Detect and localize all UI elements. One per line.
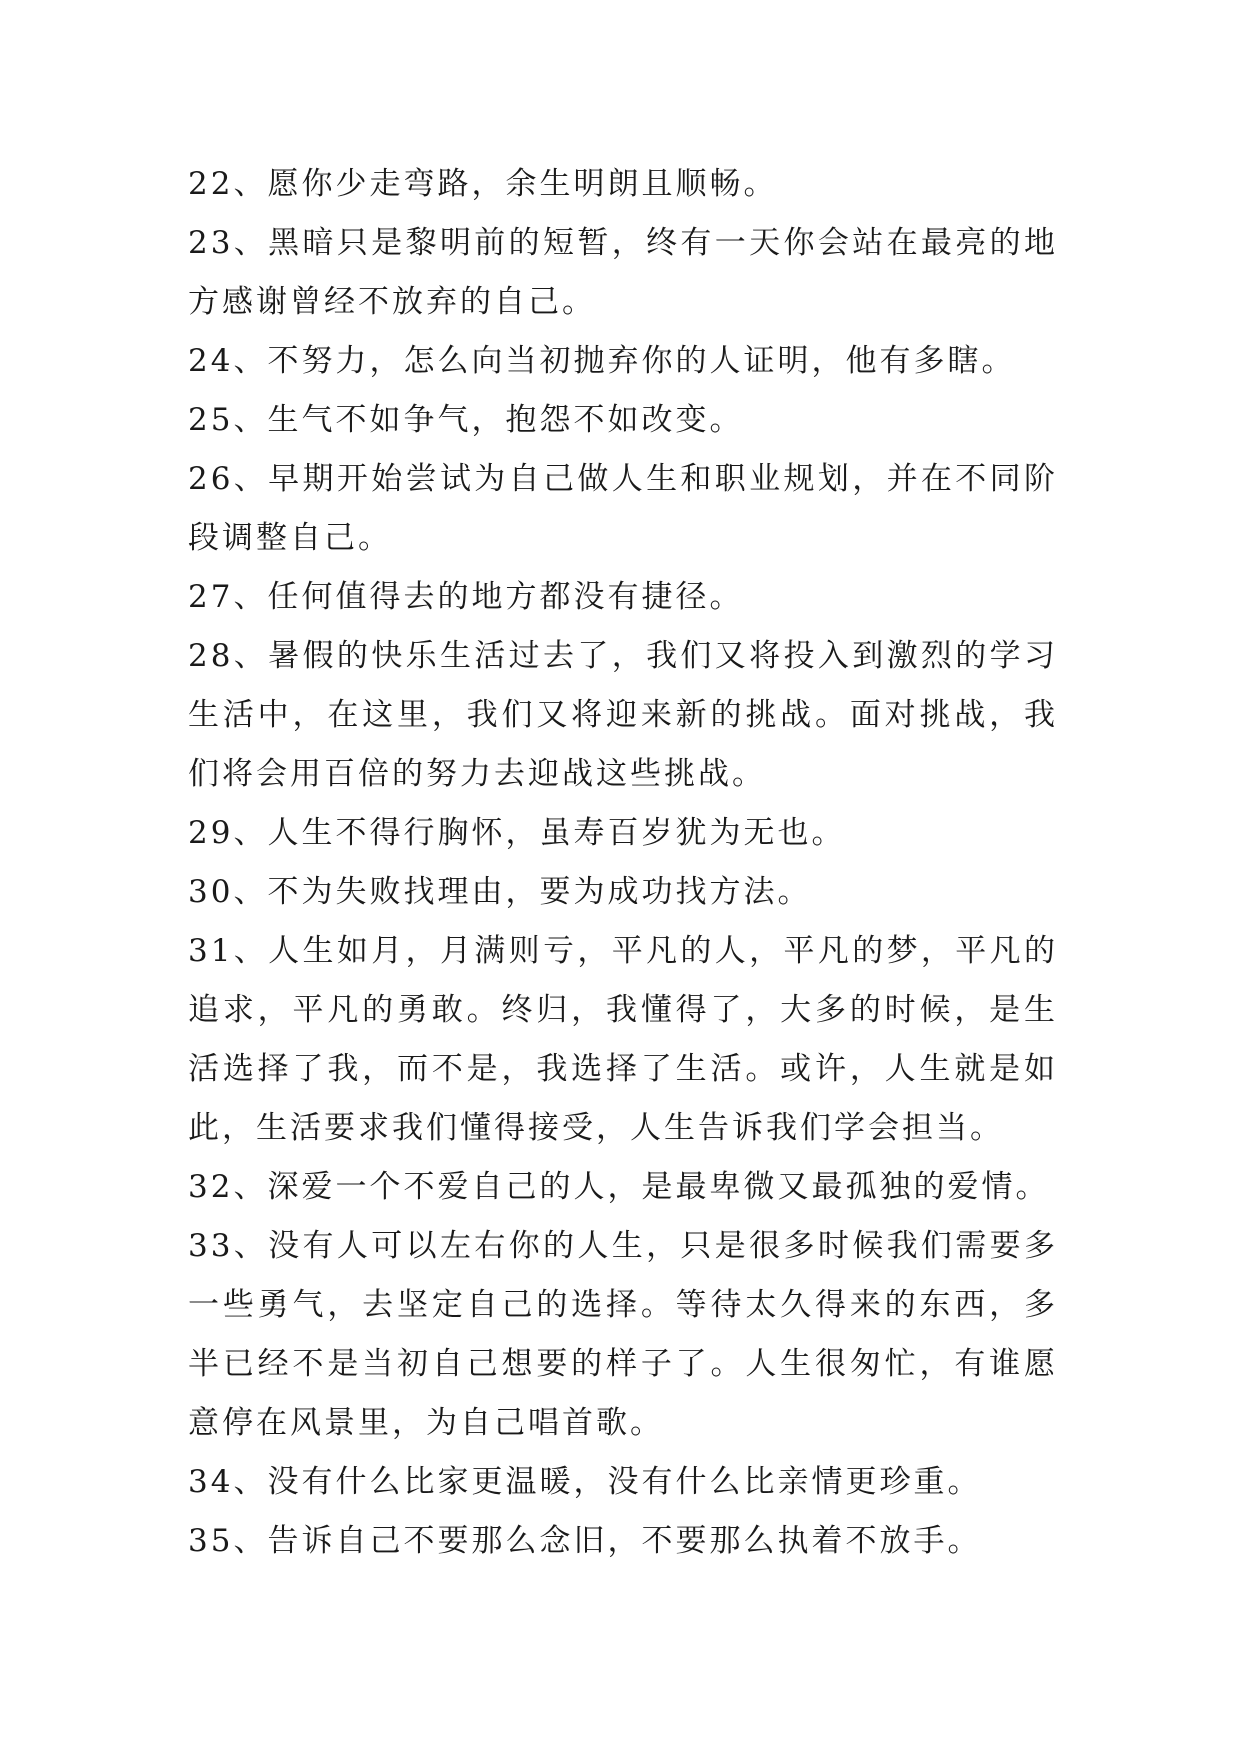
quote-item-27: 27、任何值得去的地方都没有捷径。 (188, 579, 744, 615)
quote-item-25: 25、生气不如争气，抱怨不如改变。 (188, 402, 744, 438)
quote-item-30: 30、不为失败找理由，要为成功找方法。 (188, 874, 812, 910)
quote-item-23: 23、黑暗只是黎明前的短暂，终有一天你会站在最亮的地方感谢曾经不放弃的自己。 (188, 225, 1058, 320)
quote-item-33: 33、没有人可以左右你的人生，只是很多时候我们需要多一些勇气，去坚定自己的选择。等待太久得来的东西，多半已经不是当初自己想要的样子了。人生很匆忙，有谁愿意停在风景里，为自己唱首歌。 (188, 1228, 1058, 1441)
quote-item-31: 31、人生如月，月满则亏，平凡的人，平凡的梦，平凡的追求，平凡的勇敢。终归，我懂得了，大多的时候，是生活选择了我，而不是，我选择了生活。或许，人生就是如此，生活要求我们懂得接受，人生告诉我们学会担当。 (188, 933, 1058, 1146)
quote-item-26: 26、早期开始尝试为自己做人生和职业规划，并在不同阶段调整自己。 (188, 461, 1058, 556)
quote-item-35: 35、告诉自己不要那么念旧，不要那么执着不放手。 (188, 1523, 982, 1559)
quote-item-22: 22、愿你少走弯路，余生明朗且顺畅。 (188, 166, 778, 202)
quote-list (188, 155, 1058, 1571)
quote-item-24: 24、不努力，怎么向当初抛弃你的人证明，他有多瞎。 (188, 343, 1016, 379)
quote-item-32: 32、深爱一个不爱自己的人，是最卑微又最孤独的爱情。 (188, 1169, 1050, 1205)
quote-item-28: 28、暑假的快乐生活过去了，我们又将投入到激烈的学习生活中，在这里，我们又将迎来新的挑战。面对挑战，我们将会用百倍的努力去迎战这些挑战。 (188, 638, 1058, 792)
quote-item-34: 34、没有什么比家更温暖，没有什么比亲情更珍重。 (188, 1464, 982, 1500)
quote-item-29: 29、人生不得行胸怀，虽寿百岁犹为无也。 (188, 815, 846, 851)
